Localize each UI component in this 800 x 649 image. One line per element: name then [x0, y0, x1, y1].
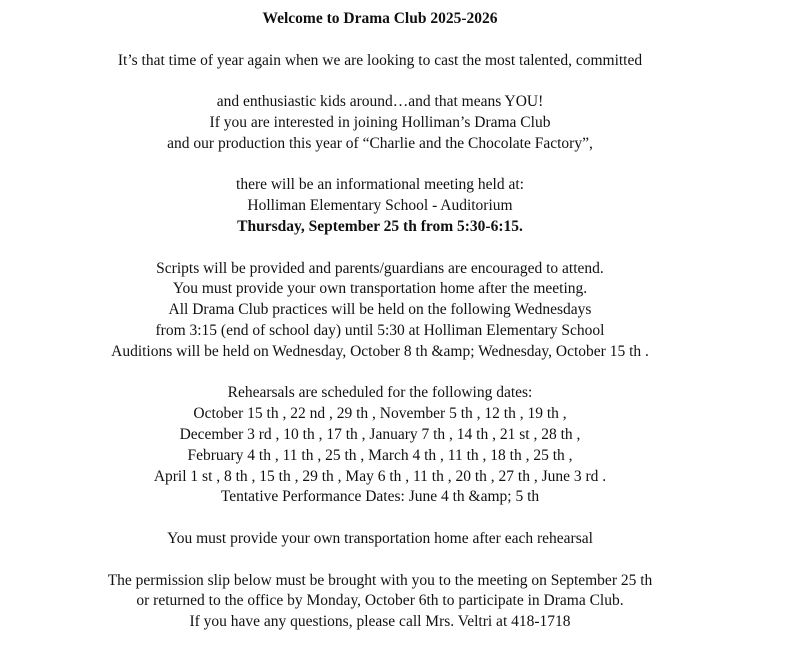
intro-line-1: It’s that time of year again when we are looking to cast the most talented, committed: [117, 51, 643, 69]
spacer: [0, 30, 760, 51]
spacer: [0, 238, 760, 259]
document-title: Welcome to Drama Club 2025-2026: [262, 10, 498, 27]
meeting-lead: there will be an informational meeting held at:: [236, 176, 524, 194]
details-line-4: from 3:15 (end of school day) until 5:30 at Holliman Elementary School: [155, 321, 605, 339]
meeting-datetime: Thursday, September 25 th from 5:30-6:15.: [237, 217, 523, 235]
closing-line-2: or returned to the office by Monday, October 6th to participate in Drama Club.: [136, 592, 624, 610]
spacer: [0, 363, 760, 384]
auditions-line: Auditions will be held on Wednesday, October 8 th &amp; Wednesday, October 15 th .: [111, 342, 649, 360]
details-line-2: You must provide your own transportation home after the meeting.: [172, 280, 588, 298]
closing-line-3: If you have any questions, please call Mrs. Veltri at 418-1718: [189, 613, 571, 631]
rehearsals-heading: Rehearsals are scheduled for the following dates:: [227, 384, 533, 402]
intro-line-3: If you are interested in joining Holliman’s Drama Club: [209, 113, 551, 131]
spacer: [0, 71, 760, 92]
spacer: [0, 550, 760, 571]
details-line-3: All Drama Club practices will be held on the following Wednesdays: [168, 301, 592, 319]
rehearsals-dates-4: April 1 st , 8 th , 15 th , 29 th , May 6 th , 11 th , 20 th , 27 th , June 3 rd .: [153, 467, 607, 485]
transport-note: You must provide your own transportation home after each rehearsal: [167, 529, 593, 547]
spacer: [0, 155, 760, 176]
meeting-location: Holliman Elementary School - Auditorium: [247, 197, 513, 215]
intro-line-2: and enthusiastic kids around…and that means YOU!: [216, 93, 544, 111]
closing-line-1: The permission slip below must be brought with you to the meeting on September 25 th: [107, 571, 653, 589]
rehearsals-dates-1: October 15 th , 22 nd , 29 th , November 5 th , 12 th , 19 th ,: [193, 405, 567, 423]
intro-line-4: and our production this year of “Charlie and the Chocolate Factory”,: [167, 134, 593, 152]
rehearsals-dates-2: December 3 rd , 10 th , 17 th , January 7 th , 14 th , 21 st , 28 th ,: [179, 425, 581, 443]
rehearsals-dates-3: February 4 th , 11 th , 25 th , March 4 th , 11 th , 18 th , 25 th ,: [187, 446, 573, 464]
details-line-1: Scripts will be provided and parents/guardians are encouraged to attend.: [156, 259, 604, 277]
spacer: [0, 508, 760, 529]
performance-dates: Tentative Performance Dates: June 4 th &amp; 5 th: [220, 488, 540, 506]
